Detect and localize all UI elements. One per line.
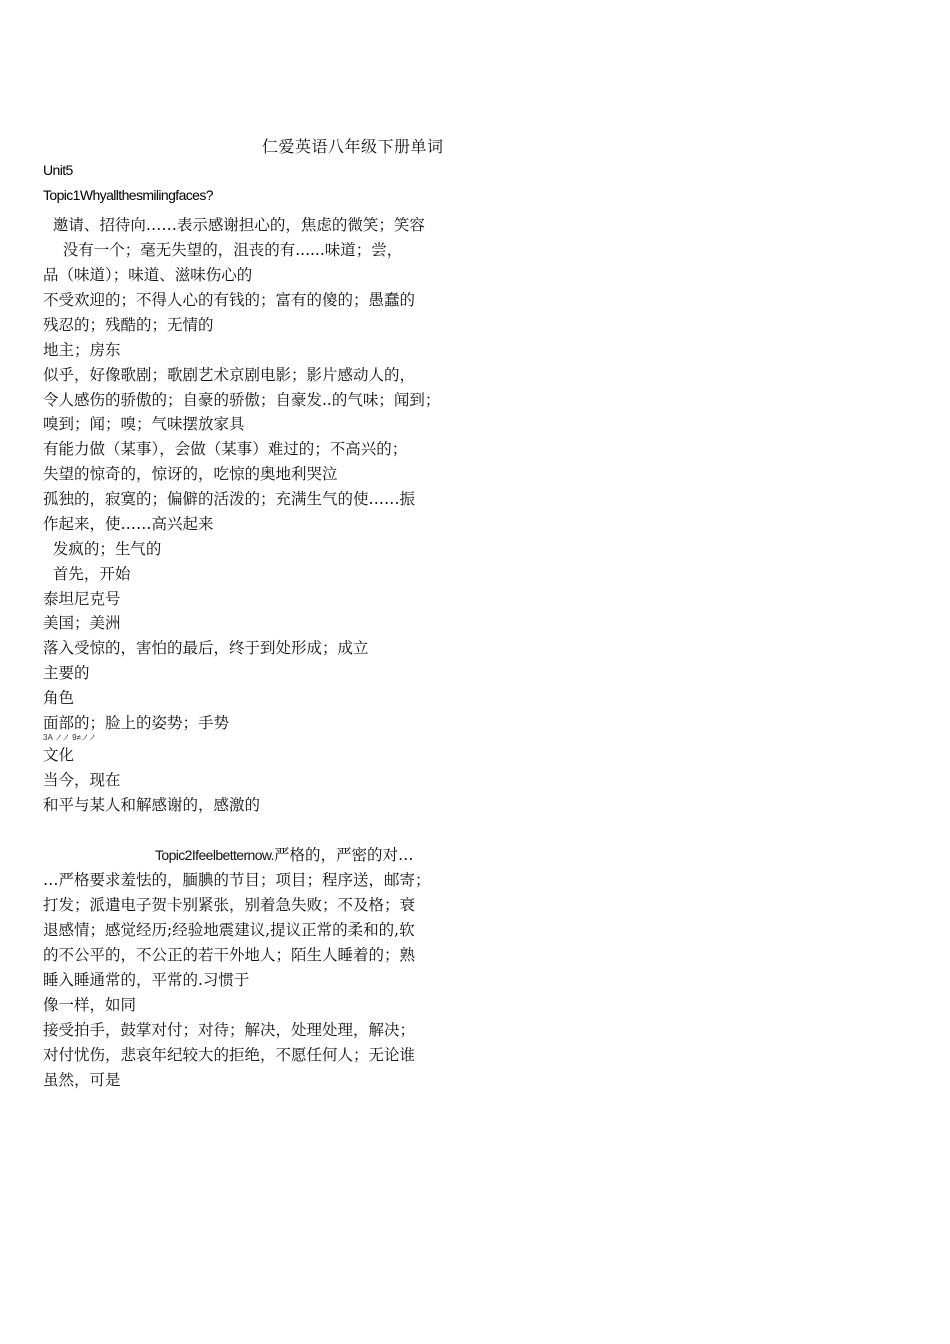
vocab-line: 对付忧伤，悲哀年纪较大的拒绝，不愿任何人；无论谁 [43, 1046, 416, 1064]
vocab-line: 虽然，可是 [43, 1071, 121, 1089]
document-title: 仁爱英语八年级下册单词 [262, 137, 444, 156]
vocab-line: 作起来，使……高兴起来 [43, 515, 214, 533]
vocab-line: 没有一个；毫无失望的，沮丧的有......味道；尝， [43, 241, 403, 259]
topic1-heading: Topic1Whyallthesmilingfaces? [43, 187, 213, 203]
vocab-line: 睡入睡通常的，平常的.习惯于 [43, 971, 250, 989]
unit-heading: Unit5 [43, 162, 73, 178]
vocab-line: 严格的，严密的对… [273, 846, 414, 864]
vocab-line: 主要的 [43, 664, 90, 682]
vocab-line: 失望的惊奇的，惊讶的，吃惊的奥地利哭泣 [43, 465, 338, 483]
vocab-line: 当今，现在 [43, 771, 121, 789]
vocab-line: 面部的；脸上的姿势；手势 [43, 714, 230, 732]
vocab-line: 嗅到；闻；嗅；气味摆放家具 [43, 415, 245, 433]
vocab-line: …严格要求羞怯的，腼腆的节目；项目；程序送，邮寄； [43, 871, 431, 889]
vocab-line: 地主；房东 [43, 341, 121, 359]
vocab-line: 泰坦尼克号 [43, 590, 121, 608]
vocab-line: 退感情；感觉经历;经验地震建议,提议正常的柔和的,软 [43, 921, 415, 939]
vocab-line: 品（味道）；味道、滋味伤心的 [43, 266, 253, 284]
vocab-line: 的不公平的，不公正的若干外地人；陌生人睡着的；熟 [43, 946, 416, 964]
vocab-line: 似乎，好像歌剧；歌剧艺术京剧电影；影片感动人的， [43, 366, 416, 384]
vocab-line: 像一样，如同 [43, 996, 137, 1014]
vocab-line: 残忍的；残酷的；无情的 [43, 316, 214, 334]
vocab-line: 文化 [43, 746, 75, 764]
garbled-note: 3A ノノ 9≠ノノ [43, 733, 97, 742]
vocab-line: 令人感伤的骄傲的；自豪的骄傲；自豪发..的气味；闻到； [43, 391, 441, 409]
topic2-heading: Topic2Ifeelbetternow. [155, 847, 274, 863]
vocab-line: 孤独的，寂寞的；偏僻的活泼的；充满生气的使……振 [43, 490, 416, 508]
vocab-line: 美国；美洲 [43, 614, 121, 632]
vocab-line: 接受拍手，鼓掌对付；对待；解决，处理处理，解决； [43, 1021, 416, 1039]
topic2-row [155, 845, 413, 865]
vocab-line: 有能力做（某事），会做（某事）难过的；不高兴的； [43, 440, 408, 458]
vocab-line: 打发；派遣电子贺卡别紧张，别着急失败；不及格；衰 [43, 896, 416, 914]
vocab-line: 落入受惊的，害怕的最后，终于到处形成；成立 [43, 639, 369, 657]
vocab-line: 角色 [43, 689, 75, 707]
vocab-line: 首先，开始 [43, 565, 131, 583]
vocab-line: 邀请、招待向……表示感谢担心的，焦虑的微笑；笑容 [43, 216, 425, 234]
vocab-line: 和平与某人和解感谢的，感激的 [43, 796, 261, 814]
vocab-line: 发疯的；生气的 [43, 540, 162, 558]
vocab-line: 不受欢迎的；不得人心的有钱的；富有的傻的；愚蠢的 [43, 291, 416, 309]
